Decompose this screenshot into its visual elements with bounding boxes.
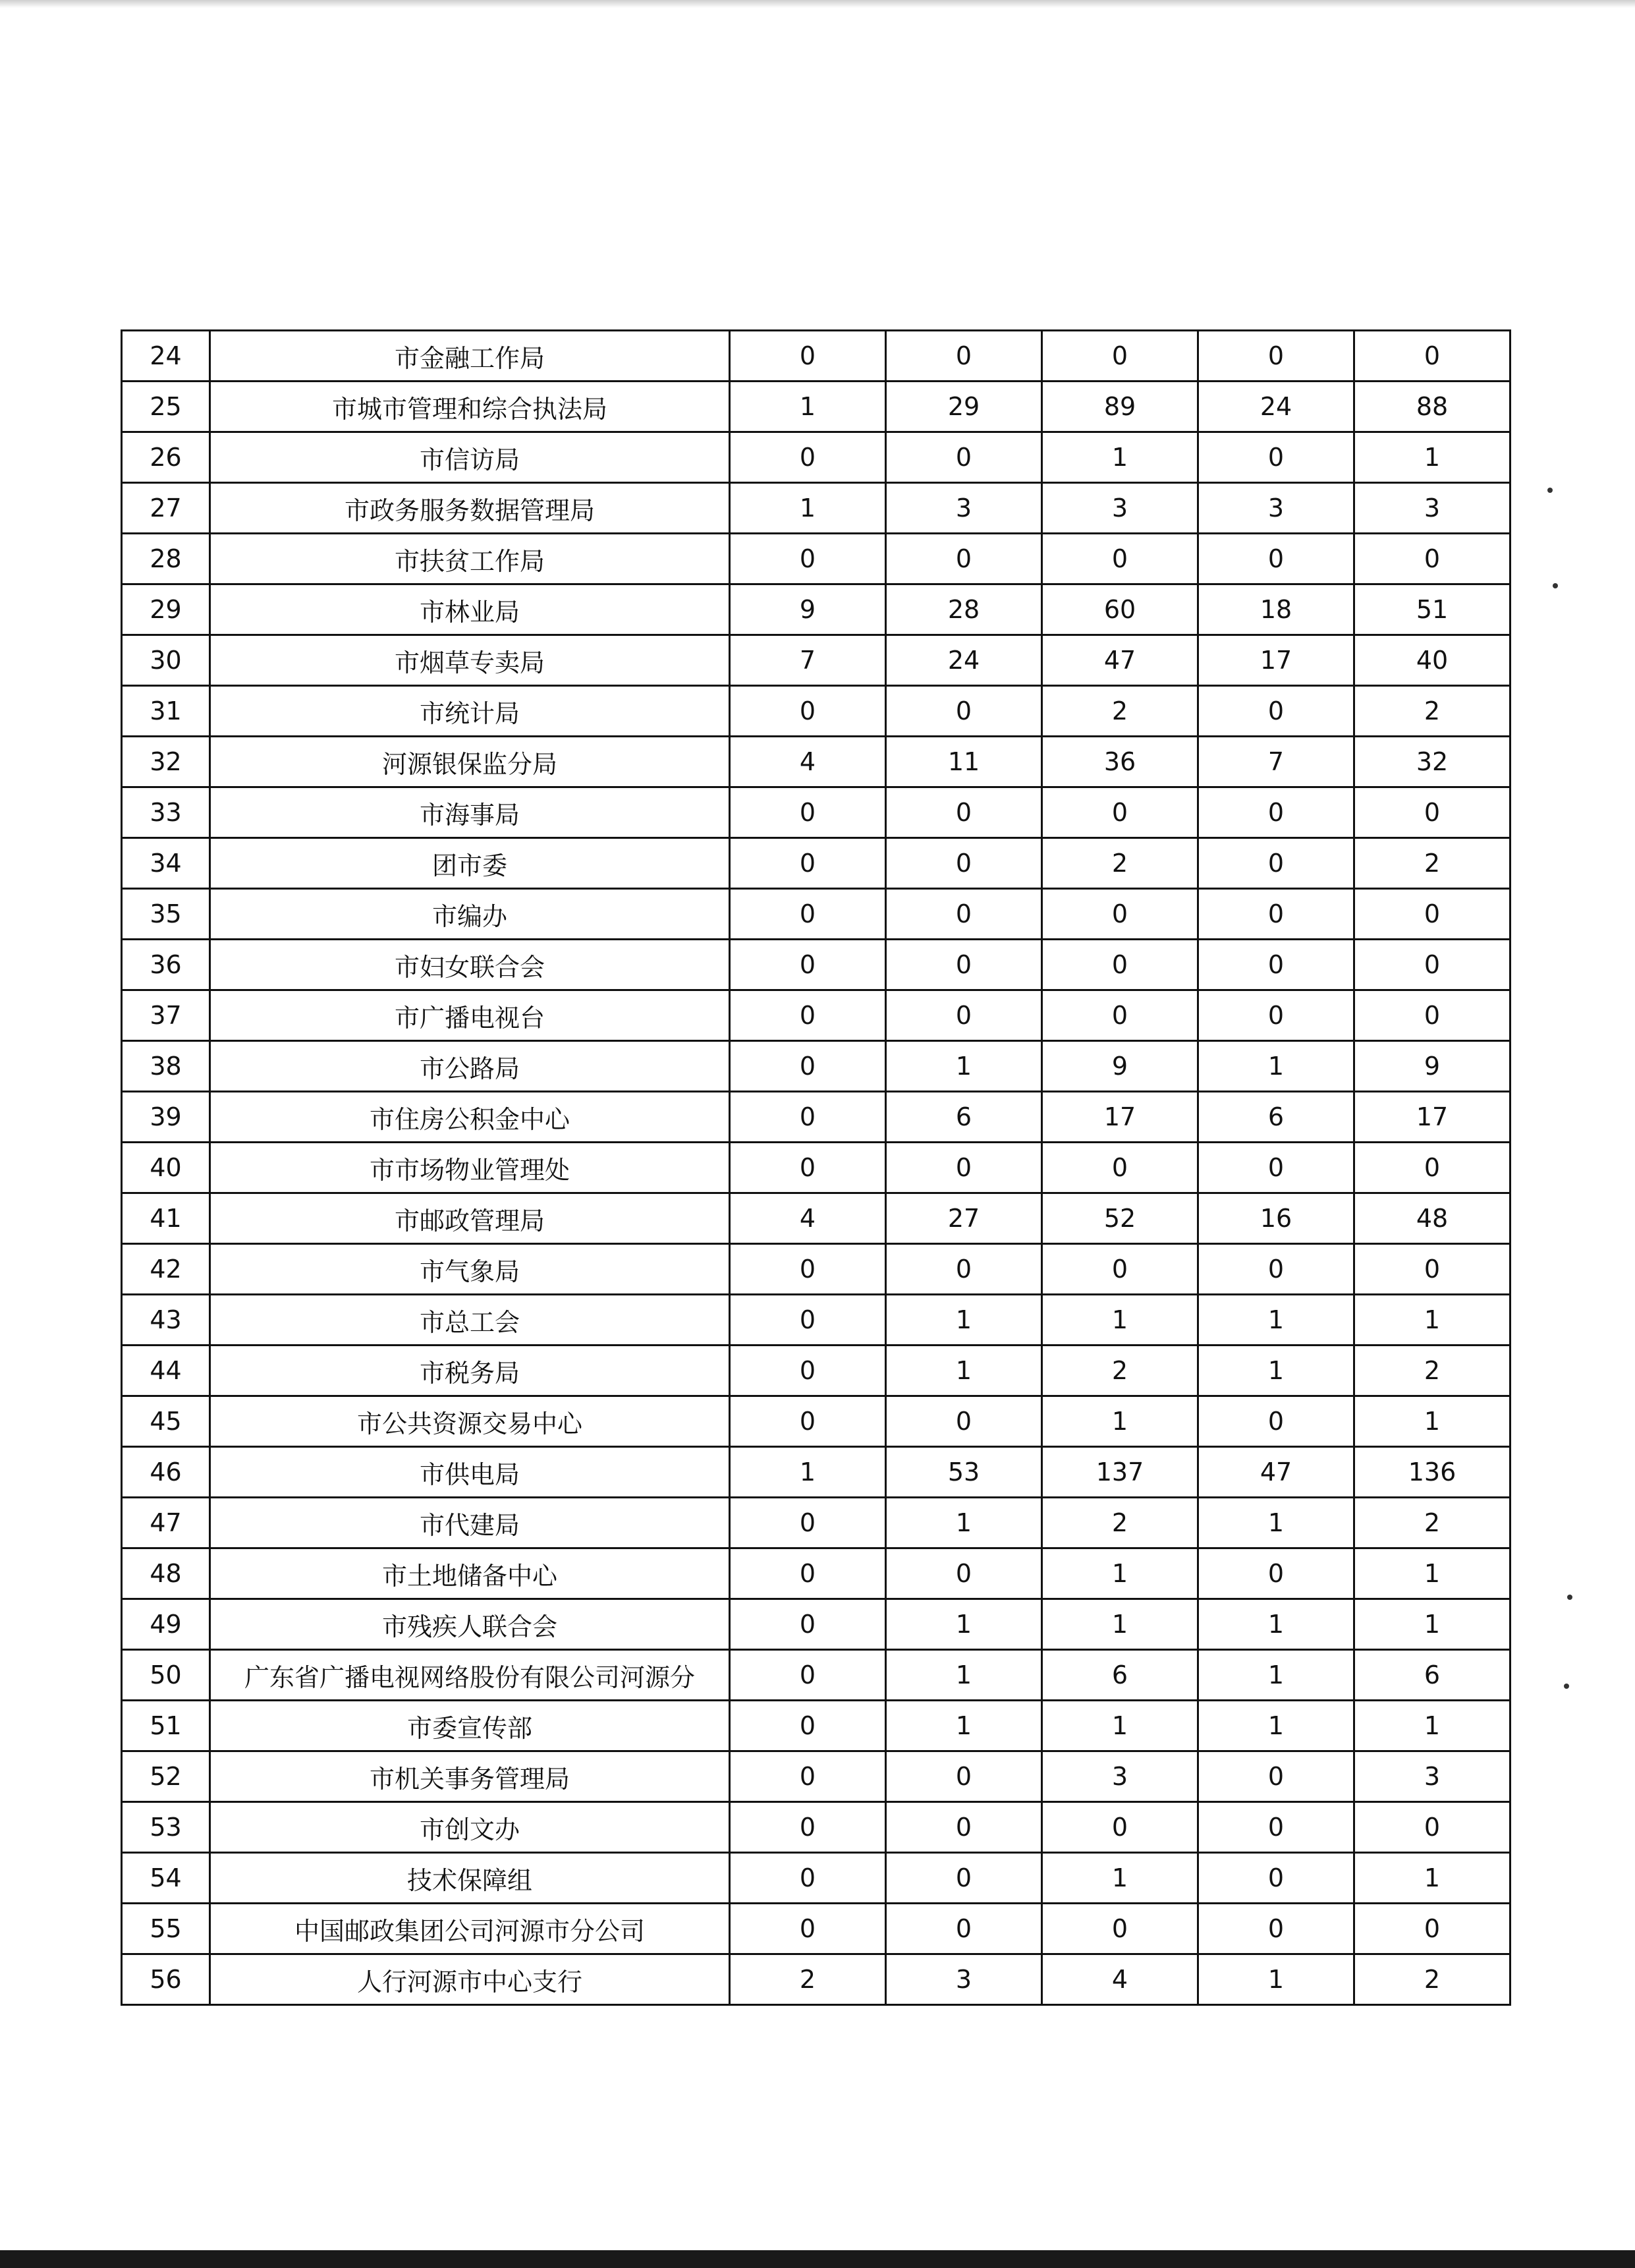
value-col-4: 0 bbox=[1198, 686, 1354, 737]
value-col-2: 1 bbox=[886, 1599, 1042, 1650]
value-col-3: 1 bbox=[1042, 432, 1198, 483]
unit-name: 市广播电视台 bbox=[210, 990, 730, 1041]
value-col-4: 1 bbox=[1198, 1599, 1354, 1650]
table-row bbox=[122, 1650, 1510, 1701]
row-index: 38 bbox=[122, 1041, 210, 1092]
unit-name: 人行河源市中心支行 bbox=[210, 1954, 730, 2005]
value-col-5: 1 bbox=[1354, 1599, 1510, 1650]
row-index: 46 bbox=[122, 1447, 210, 1498]
value-col-4: 3 bbox=[1198, 483, 1354, 534]
value-col-5: 0 bbox=[1354, 990, 1510, 1041]
value-col-3: 1 bbox=[1042, 1599, 1198, 1650]
value-col-3: 9 bbox=[1042, 1041, 1198, 1092]
table-row bbox=[122, 635, 1510, 686]
row-index: 39 bbox=[122, 1092, 210, 1143]
table-row bbox=[122, 584, 1510, 635]
value-col-5: 3 bbox=[1354, 1751, 1510, 1802]
row-index: 29 bbox=[122, 584, 210, 635]
table-row bbox=[122, 1498, 1510, 1548]
table-row bbox=[122, 1295, 1510, 1346]
value-col-3: 3 bbox=[1042, 1751, 1198, 1802]
value-col-1: 0 bbox=[730, 1701, 886, 1751]
row-index: 49 bbox=[122, 1599, 210, 1650]
value-col-1: 7 bbox=[730, 635, 886, 686]
value-col-3: 60 bbox=[1042, 584, 1198, 635]
unit-name: 市海事局 bbox=[210, 787, 730, 838]
value-col-3: 137 bbox=[1042, 1447, 1198, 1498]
unit-name: 市林业局 bbox=[210, 584, 730, 635]
row-index: 42 bbox=[122, 1244, 210, 1295]
value-col-1: 1 bbox=[730, 382, 886, 432]
value-col-5: 2 bbox=[1354, 838, 1510, 889]
value-col-5: 9 bbox=[1354, 1041, 1510, 1092]
table-row bbox=[122, 1954, 1510, 2005]
value-col-4: 16 bbox=[1198, 1193, 1354, 1244]
value-col-4: 0 bbox=[1198, 1548, 1354, 1599]
value-col-5: 1 bbox=[1354, 1548, 1510, 1599]
value-col-4: 1 bbox=[1198, 1346, 1354, 1396]
value-col-1: 0 bbox=[730, 1396, 886, 1447]
value-col-3: 6 bbox=[1042, 1650, 1198, 1701]
row-index: 34 bbox=[122, 838, 210, 889]
table-row bbox=[122, 1599, 1510, 1650]
value-col-3: 3 bbox=[1042, 483, 1198, 534]
table-row bbox=[122, 1701, 1510, 1751]
value-col-2: 11 bbox=[886, 737, 1042, 787]
value-col-2: 0 bbox=[886, 686, 1042, 737]
value-col-2: 0 bbox=[886, 1396, 1042, 1447]
value-col-3: 0 bbox=[1042, 990, 1198, 1041]
table-row bbox=[122, 382, 1510, 432]
table-row bbox=[122, 534, 1510, 584]
unit-name: 市供电局 bbox=[210, 1447, 730, 1498]
value-col-1: 0 bbox=[730, 1650, 886, 1701]
value-col-2: 27 bbox=[886, 1193, 1042, 1244]
table-row bbox=[122, 990, 1510, 1041]
value-col-2: 0 bbox=[886, 1548, 1042, 1599]
value-col-4: 0 bbox=[1198, 889, 1354, 940]
value-col-2: 0 bbox=[886, 838, 1042, 889]
value-col-1: 4 bbox=[730, 737, 886, 787]
row-index: 37 bbox=[122, 990, 210, 1041]
value-col-1: 0 bbox=[730, 1853, 886, 1904]
value-col-1: 0 bbox=[730, 1092, 886, 1143]
unit-name: 市妇女联合会 bbox=[210, 940, 730, 990]
value-col-3: 47 bbox=[1042, 635, 1198, 686]
value-col-4: 0 bbox=[1198, 940, 1354, 990]
value-col-2: 0 bbox=[886, 1143, 1042, 1193]
unit-name: 市税务局 bbox=[210, 1346, 730, 1396]
value-col-4: 0 bbox=[1198, 331, 1354, 382]
unit-name: 中国邮政集团公司河源市分公司 bbox=[210, 1904, 730, 1954]
statistics-table-container bbox=[121, 329, 1497, 2006]
table-row bbox=[122, 1548, 1510, 1599]
unit-name: 市公共资源交易中心 bbox=[210, 1396, 730, 1447]
value-col-1: 0 bbox=[730, 1548, 886, 1599]
value-col-4: 18 bbox=[1198, 584, 1354, 635]
row-index: 47 bbox=[122, 1498, 210, 1548]
value-col-5: 0 bbox=[1354, 1244, 1510, 1295]
value-col-5: 1 bbox=[1354, 432, 1510, 483]
row-index: 27 bbox=[122, 483, 210, 534]
table-body bbox=[122, 331, 1510, 2005]
value-col-2: 1 bbox=[886, 1346, 1042, 1396]
scan-speck bbox=[1553, 583, 1558, 588]
value-col-2: 24 bbox=[886, 635, 1042, 686]
value-col-1: 0 bbox=[730, 1346, 886, 1396]
row-index: 44 bbox=[122, 1346, 210, 1396]
value-col-1: 0 bbox=[730, 838, 886, 889]
value-col-5: 0 bbox=[1354, 1802, 1510, 1853]
value-col-4: 0 bbox=[1198, 787, 1354, 838]
row-index: 31 bbox=[122, 686, 210, 737]
row-index: 30 bbox=[122, 635, 210, 686]
value-col-1: 0 bbox=[730, 1599, 886, 1650]
unit-name: 市委宣传部 bbox=[210, 1701, 730, 1751]
value-col-2: 1 bbox=[886, 1498, 1042, 1548]
value-col-5: 51 bbox=[1354, 584, 1510, 635]
unit-name: 市总工会 bbox=[210, 1295, 730, 1346]
table-row bbox=[122, 483, 1510, 534]
value-col-4: 1 bbox=[1198, 1498, 1354, 1548]
unit-name: 技术保障组 bbox=[210, 1853, 730, 1904]
value-col-2: 0 bbox=[886, 331, 1042, 382]
value-col-3: 0 bbox=[1042, 1244, 1198, 1295]
table-row bbox=[122, 889, 1510, 940]
table-row bbox=[122, 1244, 1510, 1295]
scan-speck bbox=[1567, 1595, 1572, 1600]
unit-name: 市金融工作局 bbox=[210, 331, 730, 382]
scan-edge-bottom bbox=[0, 2250, 1635, 2268]
row-index: 43 bbox=[122, 1295, 210, 1346]
value-col-5: 2 bbox=[1354, 1346, 1510, 1396]
value-col-2: 53 bbox=[886, 1447, 1042, 1498]
value-col-3: 0 bbox=[1042, 787, 1198, 838]
table-row bbox=[122, 1802, 1510, 1853]
table-row bbox=[122, 737, 1510, 787]
value-col-3: 1 bbox=[1042, 1701, 1198, 1751]
row-index: 45 bbox=[122, 1396, 210, 1447]
value-col-2: 1 bbox=[886, 1295, 1042, 1346]
value-col-2: 28 bbox=[886, 584, 1042, 635]
row-index: 53 bbox=[122, 1802, 210, 1853]
value-col-4: 0 bbox=[1198, 1802, 1354, 1853]
unit-name: 市公路局 bbox=[210, 1041, 730, 1092]
value-col-1: 0 bbox=[730, 1295, 886, 1346]
unit-name: 市政务服务数据管理局 bbox=[210, 483, 730, 534]
table-row bbox=[122, 1143, 1510, 1193]
value-col-3: 1 bbox=[1042, 1548, 1198, 1599]
value-col-1: 0 bbox=[730, 1904, 886, 1954]
value-col-4: 1 bbox=[1198, 1701, 1354, 1751]
row-index: 50 bbox=[122, 1650, 210, 1701]
table-row bbox=[122, 1853, 1510, 1904]
table-row bbox=[122, 1447, 1510, 1498]
value-col-2: 0 bbox=[886, 940, 1042, 990]
value-col-4: 0 bbox=[1198, 1853, 1354, 1904]
row-index: 54 bbox=[122, 1853, 210, 1904]
value-col-1: 1 bbox=[730, 483, 886, 534]
value-col-5: 1 bbox=[1354, 1396, 1510, 1447]
value-col-3: 2 bbox=[1042, 838, 1198, 889]
value-col-3: 1 bbox=[1042, 1396, 1198, 1447]
row-index: 41 bbox=[122, 1193, 210, 1244]
value-col-3: 0 bbox=[1042, 940, 1198, 990]
value-col-2: 3 bbox=[886, 1954, 1042, 2005]
table-row bbox=[122, 1904, 1510, 1954]
value-col-1: 0 bbox=[730, 1244, 886, 1295]
value-col-3: 1 bbox=[1042, 1295, 1198, 1346]
value-col-4: 0 bbox=[1198, 838, 1354, 889]
value-col-5: 1 bbox=[1354, 1701, 1510, 1751]
scan-speck bbox=[1547, 488, 1553, 493]
value-col-2: 1 bbox=[886, 1701, 1042, 1751]
row-index: 55 bbox=[122, 1904, 210, 1954]
unit-name: 市住房公积金中心 bbox=[210, 1092, 730, 1143]
value-col-5: 2 bbox=[1354, 1498, 1510, 1548]
unit-name: 市编办 bbox=[210, 889, 730, 940]
table-row bbox=[122, 1396, 1510, 1447]
value-col-4: 47 bbox=[1198, 1447, 1354, 1498]
value-col-3: 0 bbox=[1042, 1904, 1198, 1954]
row-index: 40 bbox=[122, 1143, 210, 1193]
value-col-4: 17 bbox=[1198, 635, 1354, 686]
value-col-5: 136 bbox=[1354, 1447, 1510, 1498]
value-col-5: 40 bbox=[1354, 635, 1510, 686]
value-col-4: 0 bbox=[1198, 1396, 1354, 1447]
value-col-5: 1 bbox=[1354, 1295, 1510, 1346]
value-col-3: 2 bbox=[1042, 1498, 1198, 1548]
value-col-1: 0 bbox=[730, 889, 886, 940]
row-index: 48 bbox=[122, 1548, 210, 1599]
table-row bbox=[122, 838, 1510, 889]
value-col-2: 0 bbox=[886, 787, 1042, 838]
value-col-2: 6 bbox=[886, 1092, 1042, 1143]
unit-name: 市信访局 bbox=[210, 432, 730, 483]
value-col-5: 0 bbox=[1354, 1143, 1510, 1193]
value-col-5: 6 bbox=[1354, 1650, 1510, 1701]
value-col-2: 0 bbox=[886, 889, 1042, 940]
table-row bbox=[122, 331, 1510, 382]
value-col-2: 3 bbox=[886, 483, 1042, 534]
unit-name: 市残疾人联合会 bbox=[210, 1599, 730, 1650]
value-col-3: 0 bbox=[1042, 1143, 1198, 1193]
value-col-5: 2 bbox=[1354, 1954, 1510, 2005]
unit-name: 市机关事务管理局 bbox=[210, 1751, 730, 1802]
value-col-5: 0 bbox=[1354, 1904, 1510, 1954]
unit-name: 市统计局 bbox=[210, 686, 730, 737]
value-col-1: 0 bbox=[730, 1143, 886, 1193]
table-row bbox=[122, 432, 1510, 483]
value-col-1: 1 bbox=[730, 1447, 886, 1498]
table-row bbox=[122, 1751, 1510, 1802]
value-col-1: 2 bbox=[730, 1954, 886, 2005]
value-col-5: 0 bbox=[1354, 534, 1510, 584]
value-col-2: 0 bbox=[886, 534, 1042, 584]
unit-name: 市扶贫工作局 bbox=[210, 534, 730, 584]
value-col-1: 9 bbox=[730, 584, 886, 635]
row-index: 51 bbox=[122, 1701, 210, 1751]
row-index: 32 bbox=[122, 737, 210, 787]
value-col-3: 1 bbox=[1042, 1853, 1198, 1904]
row-index: 35 bbox=[122, 889, 210, 940]
table-row bbox=[122, 1092, 1510, 1143]
value-col-2: 0 bbox=[886, 1244, 1042, 1295]
value-col-3: 2 bbox=[1042, 686, 1198, 737]
unit-name: 市城市管理和综合执法局 bbox=[210, 382, 730, 432]
value-col-4: 1 bbox=[1198, 1954, 1354, 2005]
table-row bbox=[122, 1346, 1510, 1396]
value-col-3: 0 bbox=[1042, 331, 1198, 382]
value-col-1: 0 bbox=[730, 432, 886, 483]
row-index: 26 bbox=[122, 432, 210, 483]
table-row bbox=[122, 787, 1510, 838]
value-col-1: 0 bbox=[730, 1498, 886, 1548]
value-col-5: 2 bbox=[1354, 686, 1510, 737]
row-index: 36 bbox=[122, 940, 210, 990]
value-col-1: 0 bbox=[730, 1802, 886, 1853]
value-col-5: 88 bbox=[1354, 382, 1510, 432]
value-col-5: 0 bbox=[1354, 940, 1510, 990]
table-row bbox=[122, 1041, 1510, 1092]
value-col-5: 0 bbox=[1354, 787, 1510, 838]
value-col-1: 0 bbox=[730, 1041, 886, 1092]
value-col-5: 48 bbox=[1354, 1193, 1510, 1244]
value-col-1: 4 bbox=[730, 1193, 886, 1244]
value-col-2: 0 bbox=[886, 1904, 1042, 1954]
value-col-2: 1 bbox=[886, 1650, 1042, 1701]
row-index: 24 bbox=[122, 331, 210, 382]
statistics-table bbox=[121, 329, 1511, 2006]
value-col-4: 1 bbox=[1198, 1295, 1354, 1346]
value-col-5: 32 bbox=[1354, 737, 1510, 787]
unit-name: 市代建局 bbox=[210, 1498, 730, 1548]
value-col-3: 52 bbox=[1042, 1193, 1198, 1244]
value-col-2: 0 bbox=[886, 990, 1042, 1041]
table-row bbox=[122, 940, 1510, 990]
value-col-5: 0 bbox=[1354, 331, 1510, 382]
unit-name: 市土地储备中心 bbox=[210, 1548, 730, 1599]
value-col-2: 1 bbox=[886, 1041, 1042, 1092]
value-col-3: 4 bbox=[1042, 1954, 1198, 2005]
unit-name: 市创文办 bbox=[210, 1802, 730, 1853]
value-col-4: 1 bbox=[1198, 1041, 1354, 1092]
value-col-1: 0 bbox=[730, 331, 886, 382]
row-index: 52 bbox=[122, 1751, 210, 1802]
value-col-3: 0 bbox=[1042, 1802, 1198, 1853]
value-col-4: 0 bbox=[1198, 1244, 1354, 1295]
value-col-3: 36 bbox=[1042, 737, 1198, 787]
value-col-2: 29 bbox=[886, 382, 1042, 432]
value-col-3: 17 bbox=[1042, 1092, 1198, 1143]
unit-name: 广东省广播电视网络股份有限公司河源分 bbox=[210, 1650, 730, 1701]
value-col-4: 0 bbox=[1198, 990, 1354, 1041]
value-col-3: 0 bbox=[1042, 889, 1198, 940]
row-index: 25 bbox=[122, 382, 210, 432]
value-col-5: 1 bbox=[1354, 1853, 1510, 1904]
row-index: 56 bbox=[122, 1954, 210, 2005]
unit-name: 市市场物业管理处 bbox=[210, 1143, 730, 1193]
value-col-4: 7 bbox=[1198, 737, 1354, 787]
value-col-1: 0 bbox=[730, 1751, 886, 1802]
value-col-4: 6 bbox=[1198, 1092, 1354, 1143]
value-col-1: 0 bbox=[730, 940, 886, 990]
unit-name: 市烟草专卖局 bbox=[210, 635, 730, 686]
row-index: 33 bbox=[122, 787, 210, 838]
value-col-3: 0 bbox=[1042, 534, 1198, 584]
unit-name: 市邮政管理局 bbox=[210, 1193, 730, 1244]
value-col-3: 2 bbox=[1042, 1346, 1198, 1396]
value-col-2: 0 bbox=[886, 432, 1042, 483]
value-col-3: 89 bbox=[1042, 382, 1198, 432]
value-col-5: 17 bbox=[1354, 1092, 1510, 1143]
value-col-4: 0 bbox=[1198, 534, 1354, 584]
scan-edge-top bbox=[0, 0, 1635, 8]
table-row bbox=[122, 1193, 1510, 1244]
value-col-1: 0 bbox=[730, 686, 886, 737]
value-col-5: 3 bbox=[1354, 483, 1510, 534]
unit-name: 河源银保监分局 bbox=[210, 737, 730, 787]
table-row bbox=[122, 686, 1510, 737]
value-col-5: 0 bbox=[1354, 889, 1510, 940]
row-index: 28 bbox=[122, 534, 210, 584]
value-col-4: 24 bbox=[1198, 382, 1354, 432]
value-col-2: 0 bbox=[886, 1802, 1042, 1853]
value-col-4: 0 bbox=[1198, 1904, 1354, 1954]
value-col-1: 0 bbox=[730, 990, 886, 1041]
unit-name: 团市委 bbox=[210, 838, 730, 889]
value-col-4: 0 bbox=[1198, 1751, 1354, 1802]
value-col-1: 0 bbox=[730, 534, 886, 584]
value-col-2: 0 bbox=[886, 1751, 1042, 1802]
unit-name: 市气象局 bbox=[210, 1244, 730, 1295]
value-col-4: 0 bbox=[1198, 1143, 1354, 1193]
scan-speck bbox=[1564, 1684, 1569, 1689]
value-col-4: 0 bbox=[1198, 432, 1354, 483]
value-col-1: 0 bbox=[730, 787, 886, 838]
value-col-4: 1 bbox=[1198, 1650, 1354, 1701]
value-col-2: 0 bbox=[886, 1853, 1042, 1904]
